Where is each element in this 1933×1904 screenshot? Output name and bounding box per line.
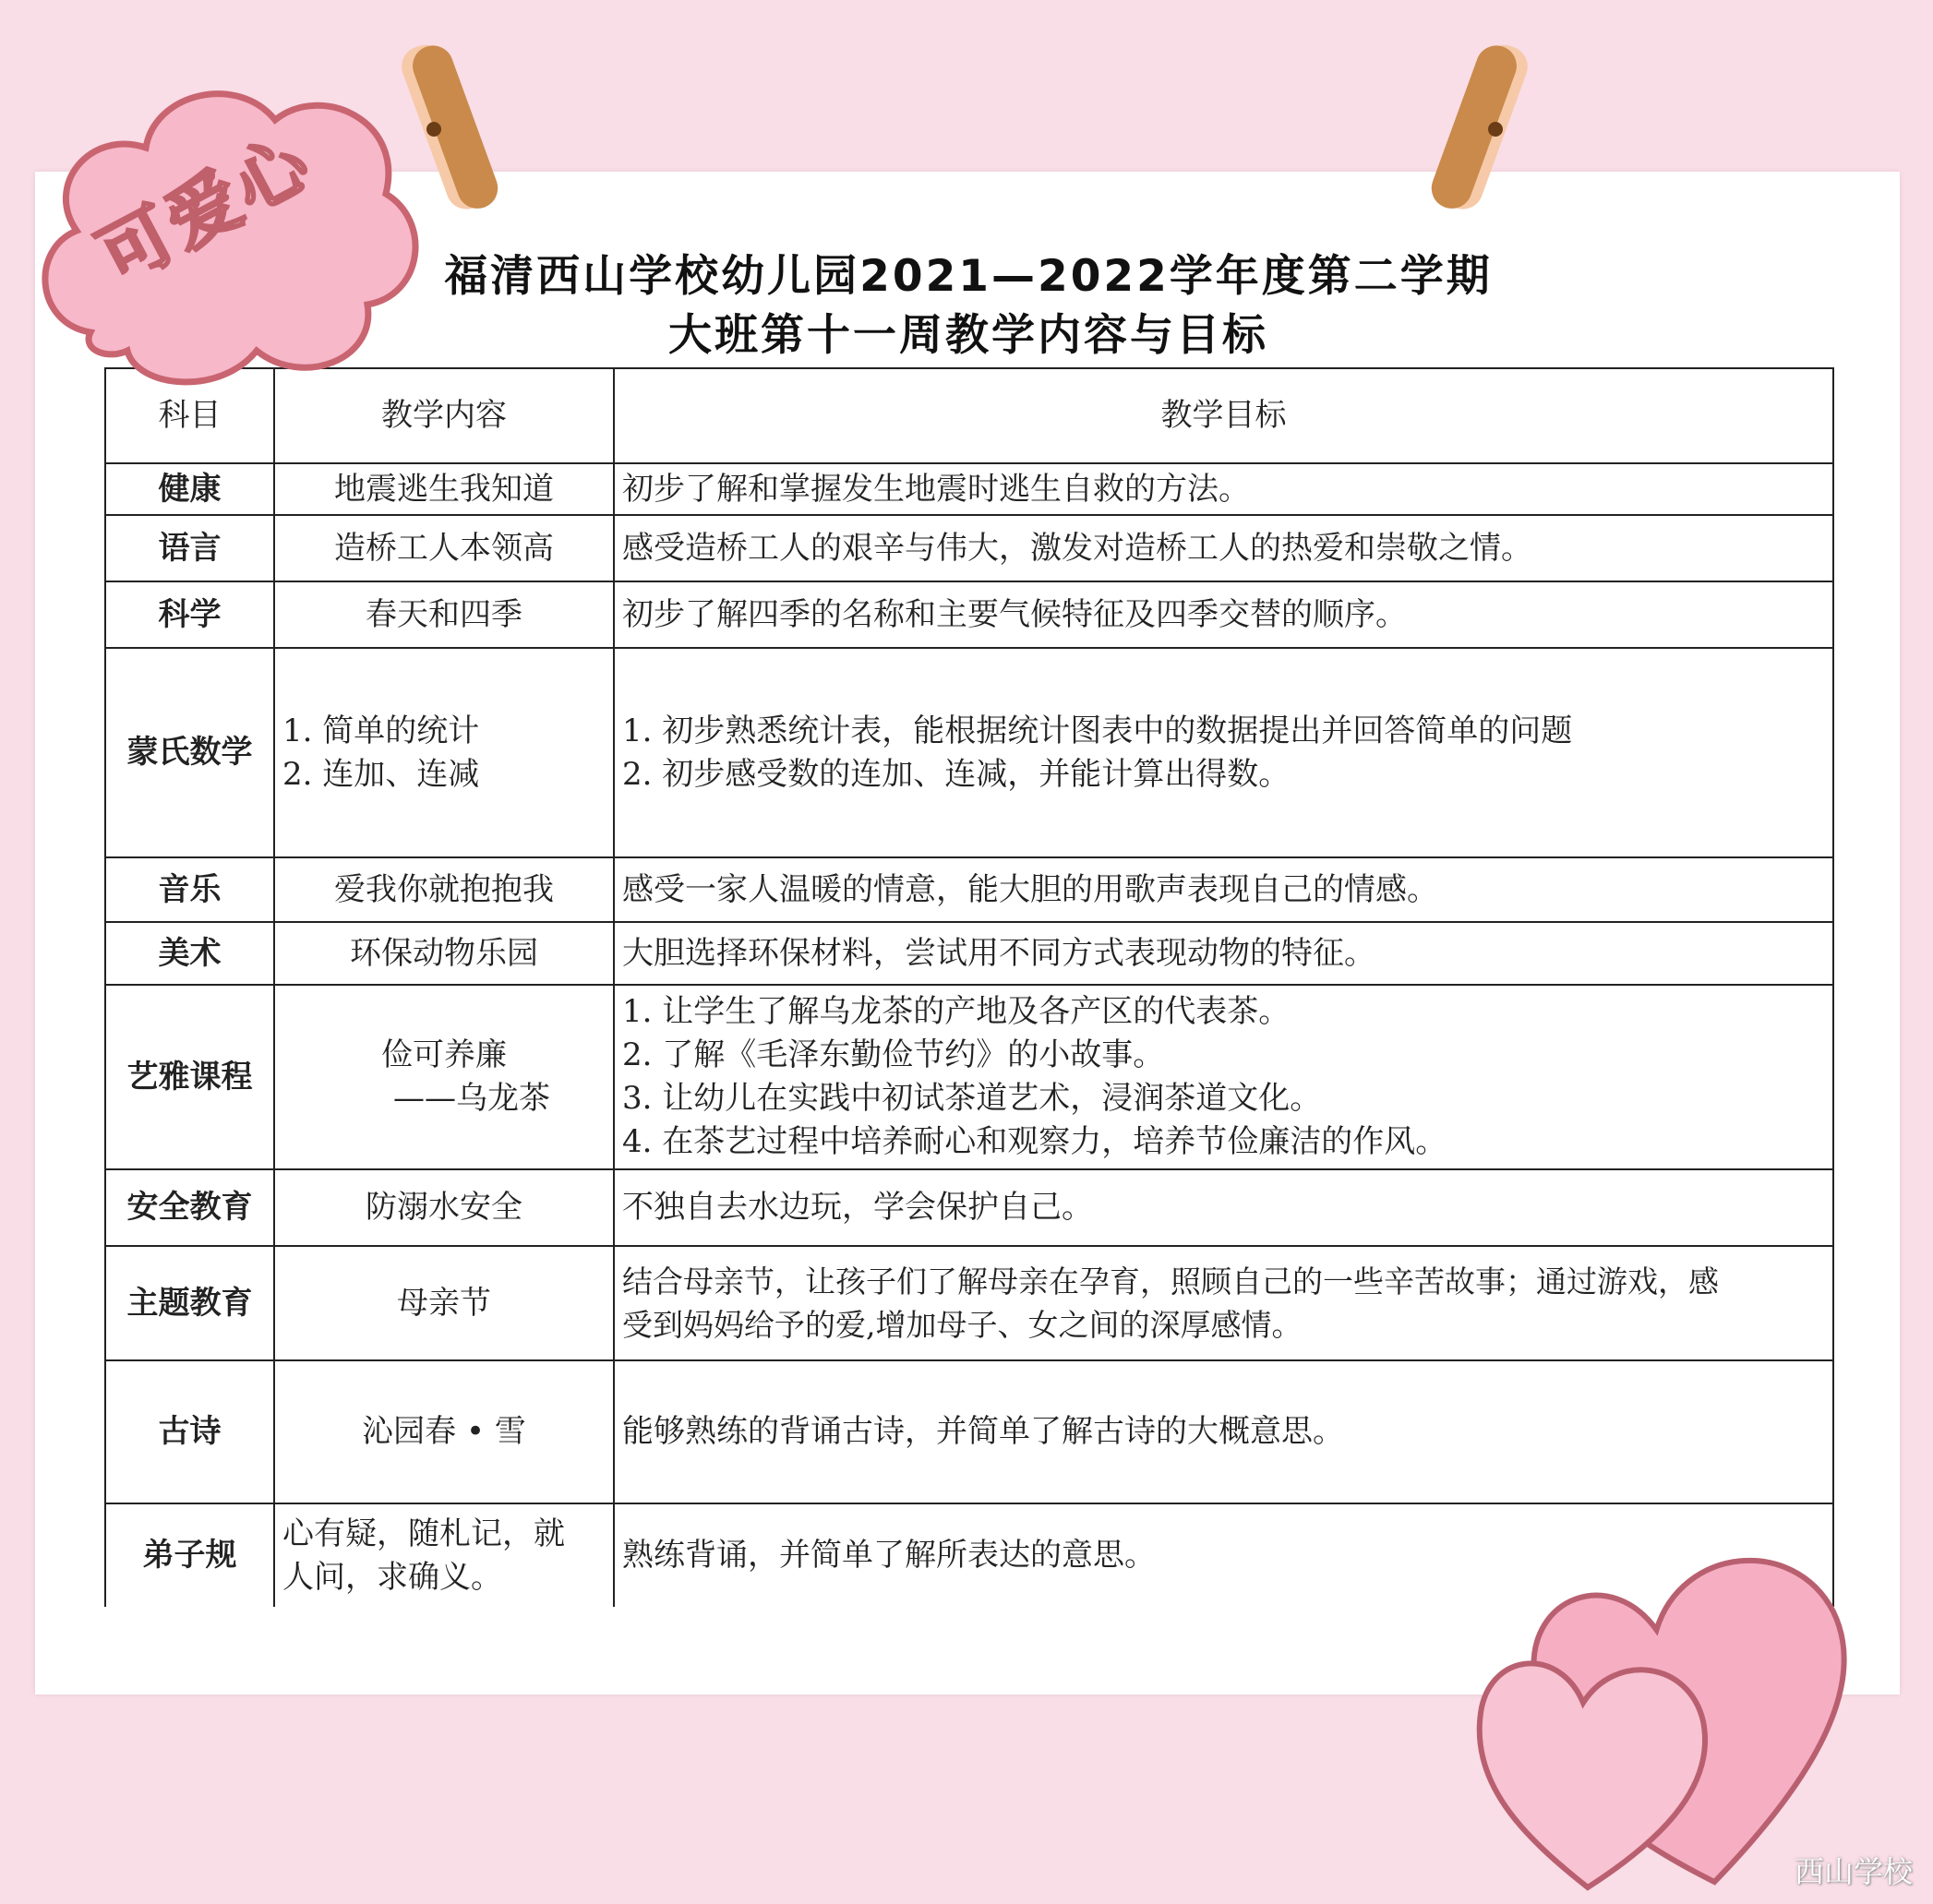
- goal-line: 2. 初步感受数的连加、连减，并能计算出得数。: [622, 755, 1291, 793]
- row-content: [274, 1169, 614, 1246]
- table-row: [105, 463, 1833, 515]
- table-row: [105, 648, 1833, 857]
- content-line: 爱我你就抱抱我: [334, 870, 554, 908]
- goal-line: 3. 让幼儿在实践中初试茶道艺术，浸润茶道文化。: [622, 1080, 1322, 1117]
- goal-line: 感受一家人温暖的情意，能大胆的用歌声表现自己的情感。: [622, 870, 1438, 908]
- row-goal: [614, 922, 1833, 985]
- row-content: [274, 463, 614, 515]
- row-content: [274, 1246, 614, 1360]
- content-line: 造桥工人本领高: [334, 529, 554, 567]
- row-subject: 弟子规: [105, 1503, 274, 1607]
- content-line: 地震逃生我知道: [334, 470, 554, 508]
- row-subject: 安全教育: [105, 1169, 274, 1246]
- goal-line: 初步了解四季的名称和主要气候特征及四季交替的顺序。: [622, 595, 1407, 633]
- row-subject: 美术: [105, 922, 274, 985]
- row-subject: 语言: [105, 515, 274, 581]
- row-goal: [614, 1246, 1833, 1360]
- table-row: [105, 922, 1833, 985]
- row-subject: 主题教育: [105, 1246, 274, 1360]
- sticker-text: 可爱心: [86, 120, 326, 301]
- goal-line: 1. 初步熟悉统计表，能根据统计图表中的数据提出并回答简单的问题: [622, 712, 1573, 749]
- goal-line: 大胆选择环保材料，尝试用不同方式表现动物的特征。: [622, 934, 1375, 972]
- row-content: [274, 857, 614, 922]
- row-content: [274, 515, 614, 581]
- schedule-table: [104, 367, 1834, 1607]
- table-row: [105, 857, 1833, 922]
- row-subject: 音乐: [105, 857, 274, 922]
- row-content: [274, 1503, 614, 1607]
- table-row: [105, 1246, 1833, 1360]
- row-goal: [614, 1169, 1833, 1246]
- row-subject: 艺雅课程: [105, 985, 274, 1169]
- row-goal: [614, 463, 1833, 515]
- row-subject: 科学: [105, 581, 274, 648]
- row-content: [274, 1360, 614, 1503]
- row-content: [274, 922, 614, 985]
- header-content: 教学内容: [274, 368, 614, 463]
- goal-line: 感受造桥工人的艰辛与伟大，激发对造桥工人的热爱和崇敬之情。: [622, 529, 1532, 567]
- table-row: [105, 515, 1833, 581]
- goal-line: 4. 在茶艺过程中培养耐心和观察力，培养节俭廉洁的作风。: [622, 1123, 1447, 1160]
- row-content: [274, 648, 614, 857]
- title-line-2: 大班第十一周教学内容与目标: [668, 310, 1268, 361]
- row-goal: [614, 1360, 1833, 1503]
- row-subject: 蒙氏数学: [105, 648, 274, 857]
- row-content: [274, 985, 614, 1169]
- row-goal: [614, 648, 1833, 857]
- content-line: 人问，求确义。: [282, 1558, 502, 1596]
- row-goal: [614, 985, 1833, 1169]
- content-line: 1. 简单的统计: [282, 712, 480, 749]
- row-goal: [614, 581, 1833, 648]
- goal-line: 熟练背诵，并简单了解所表达的意思。: [622, 1537, 1156, 1574]
- goal-line: 初步了解和掌握发生地震时逃生自救的方法。: [622, 470, 1250, 508]
- row-subject: 健康: [105, 463, 274, 515]
- content-line: 2. 连加、连减: [282, 755, 480, 793]
- watermark: 西山学校: [1794, 1854, 1913, 1889]
- title-line-1: 福清西山学校幼儿园2021—2022学年度第二学期: [444, 251, 1493, 302]
- goal-line: 2. 了解《毛泽东勤俭节约》的小故事。: [622, 1036, 1165, 1073]
- table-row: [105, 985, 1833, 1169]
- content-line: 环保动物乐园: [350, 934, 538, 972]
- content-line: 沁园春 • 雪: [362, 1413, 526, 1450]
- table-row: [105, 1169, 1833, 1246]
- content-line: 防溺水安全: [366, 1189, 522, 1226]
- goal-line: 1. 让学生了解乌龙茶的产地及各产区的代表茶。: [622, 993, 1291, 1030]
- goal-line: 结合母亲节，让孩子们了解母亲在孕育，照顾自己的一些辛苦故事；通过游戏，感: [622, 1263, 1719, 1299]
- header-subject: 科目: [105, 368, 274, 463]
- content-line: ——乌龙茶: [393, 1080, 550, 1117]
- hearts-icon: [1449, 1495, 1892, 1901]
- row-content: [274, 581, 614, 648]
- content-line: 俭可养廉: [381, 1036, 507, 1073]
- content-line: 母亲节: [397, 1284, 491, 1322]
- header-goal: 教学目标: [614, 368, 1833, 463]
- content-line: 心有疑，随札记，就: [282, 1515, 565, 1552]
- right-clip-icon: [1412, 37, 1542, 222]
- content-line: 春天和四季: [366, 595, 522, 633]
- row-goal: [614, 857, 1833, 922]
- goal-line: 受到妈妈给予的爱,增加母子、女之间的深厚感情。: [622, 1307, 1303, 1343]
- row-subject: 古诗: [105, 1360, 274, 1503]
- row-goal: [614, 515, 1833, 581]
- table-row: [105, 1360, 1833, 1503]
- goal-line: 不独自去水边玩，学会保护自己。: [622, 1189, 1093, 1226]
- goal-line: 能够熟练的背诵古诗，并简单了解古诗的大概意思。: [622, 1413, 1344, 1450]
- table-row: [105, 581, 1833, 648]
